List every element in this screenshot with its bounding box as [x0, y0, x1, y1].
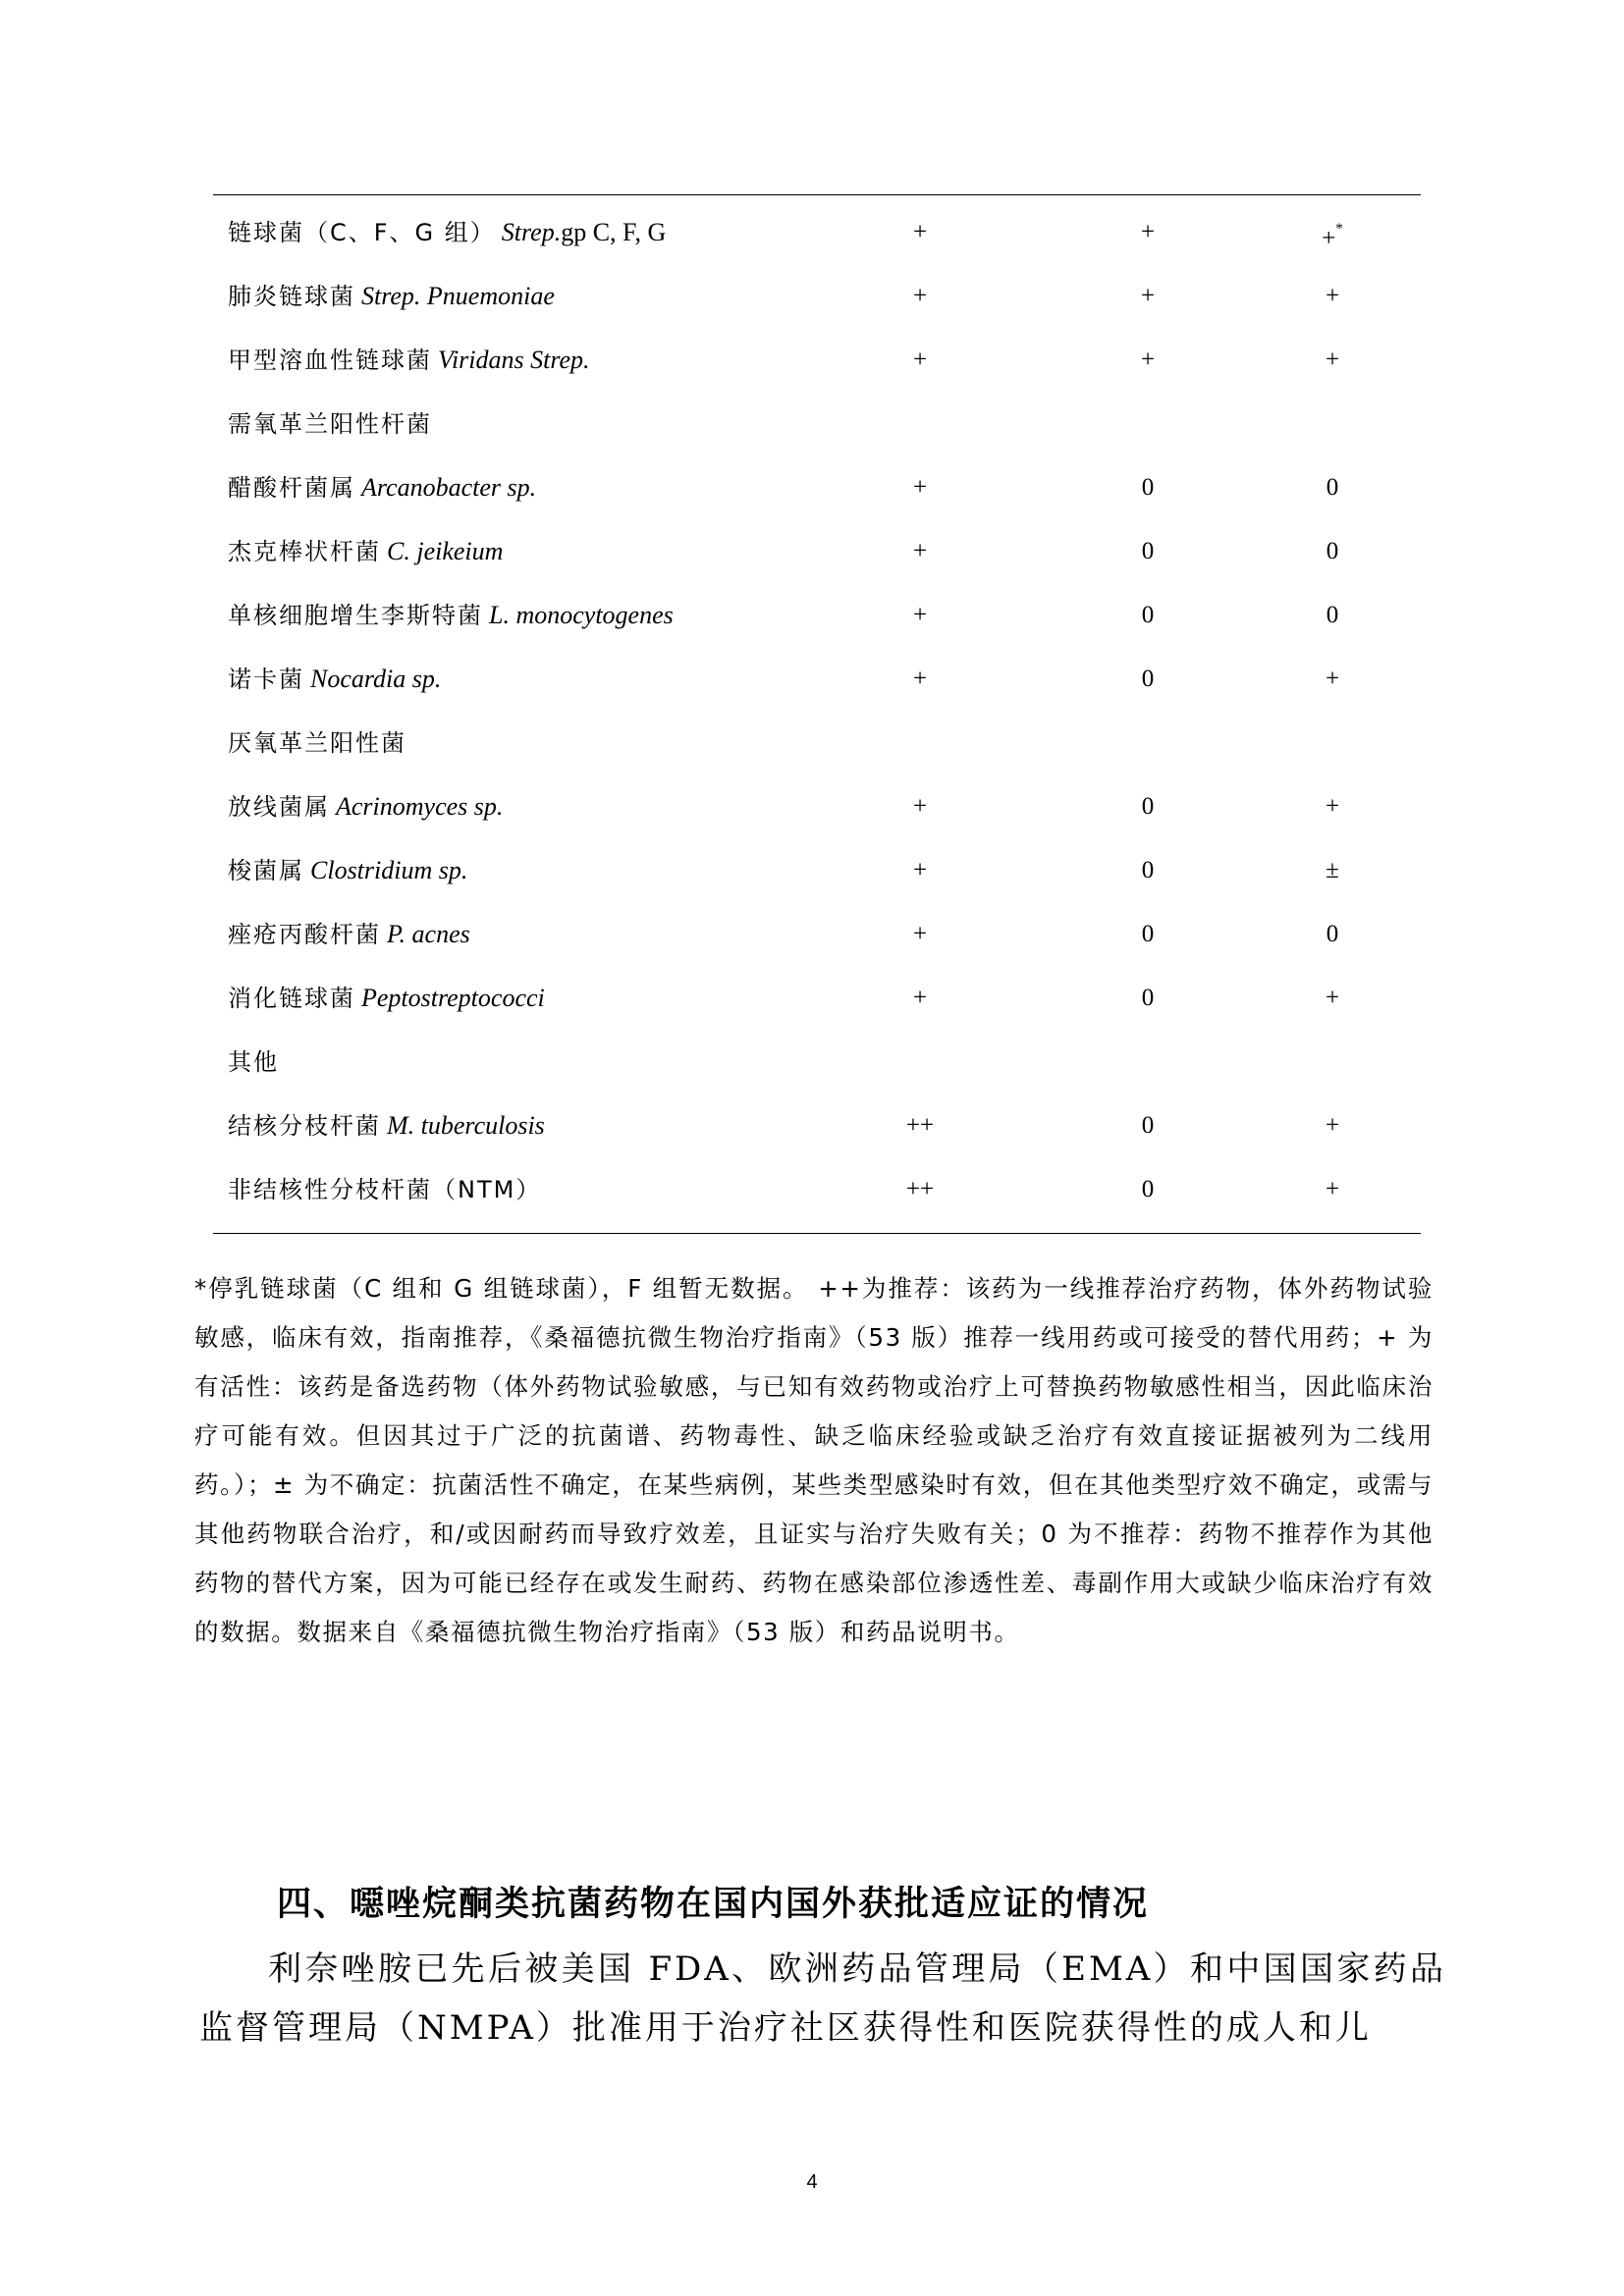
- footnote-marker: *: [1335, 221, 1343, 237]
- rating-value: +: [912, 219, 928, 245]
- rating-value: ++: [905, 1176, 935, 1202]
- rating-value: 0: [1326, 538, 1339, 564]
- rating-cell-v1: [881, 1175, 959, 1204]
- organism-name: [228, 473, 536, 503]
- table-row: [213, 711, 1421, 774]
- rating-cell-v2: [1109, 473, 1187, 503]
- rating-cell-v3: [1293, 218, 1372, 253]
- organism-name-latin: Peptostreptococci: [361, 984, 545, 1012]
- rating-cell-v2: [1109, 282, 1187, 311]
- rating-value: 0: [1141, 1176, 1155, 1202]
- rating-cell-v2: [1109, 601, 1187, 630]
- rating-value: +: [912, 793, 928, 820]
- organism-name-zh: 痤疮丙酸杆菌: [228, 921, 381, 948]
- rating-value: +: [912, 538, 928, 564]
- rating-value: +: [1325, 666, 1340, 692]
- organism-name: [228, 1047, 279, 1077]
- table-row: [213, 264, 1421, 328]
- rating-cell-v1: [881, 282, 959, 311]
- rating-cell-v1: [881, 537, 959, 566]
- rating-value: 0: [1141, 857, 1155, 883]
- rating-cell-v1: [881, 346, 959, 375]
- organism-name-latin: M. tuberculosis: [387, 1111, 545, 1140]
- rating-cell-v1: [881, 665, 959, 694]
- rating-cell-v3: [1293, 856, 1372, 885]
- rating-cell-v1: [881, 856, 959, 885]
- table-row: [213, 774, 1421, 838]
- rating-value: 0: [1141, 793, 1155, 820]
- rating-cell-v1: [881, 601, 959, 630]
- rating-cell-v3: [1293, 537, 1372, 566]
- organism-name-latin: P. acnes: [387, 920, 470, 948]
- organism-name: [228, 920, 470, 949]
- organism-name: [228, 537, 503, 566]
- rating-value: +: [1325, 347, 1340, 373]
- rating-value: +: [1325, 283, 1340, 309]
- rating-value: +: [1325, 793, 1340, 820]
- organism-name-latin: Acrinomyces sp.: [336, 792, 504, 821]
- rating-value: 0: [1326, 602, 1339, 628]
- rating-value: 0: [1141, 602, 1155, 628]
- rating-cell-v1: [881, 1111, 959, 1141]
- organism-name-latin: Arcanobacter sp.: [361, 473, 537, 502]
- rating-value: +: [1140, 283, 1156, 309]
- organism-name: [228, 728, 406, 758]
- rating-cell-v2: [1109, 537, 1187, 566]
- rating-value: +: [912, 921, 928, 947]
- organism-name: [228, 792, 503, 822]
- rating-cell-v2: [1109, 984, 1187, 1013]
- rating-value: +: [912, 985, 928, 1011]
- organism-name-zh: 梭菌属: [228, 857, 304, 884]
- organism-name: [228, 218, 666, 247]
- organism-name-latin: Viridans Strep.: [438, 346, 590, 374]
- organism-name: [228, 282, 555, 311]
- table-row: [213, 583, 1421, 647]
- organism-name-zh: 非结核性分枝杆菌（NTM）: [228, 1176, 542, 1203]
- table-row: [213, 647, 1421, 711]
- rating-cell-v2: [1109, 856, 1187, 885]
- organism-name: [228, 1111, 545, 1141]
- organism-name: [228, 1175, 541, 1204]
- rating-cell-v3: [1293, 1175, 1372, 1204]
- rating-cell-v2: [1109, 792, 1187, 822]
- rating-value: 0: [1141, 1112, 1155, 1139]
- rating-cell-v3: [1293, 984, 1372, 1013]
- rating-value: +: [1325, 1112, 1340, 1139]
- table-row: [213, 392, 1421, 455]
- rating-value: 0: [1326, 921, 1339, 947]
- table-body: [213, 195, 1421, 1221]
- table-row: [213, 902, 1421, 966]
- rating-value: +: [1140, 219, 1156, 245]
- rating-value: 0: [1326, 474, 1339, 501]
- organism-name: [228, 601, 674, 630]
- rating-value: +: [912, 666, 928, 692]
- rating-value: +: [912, 347, 928, 373]
- table-row: [213, 328, 1421, 392]
- organism-name-zh: 结核分枝杆菌: [228, 1112, 381, 1140]
- rating-value: ++: [905, 1112, 935, 1139]
- rating-value: 0: [1141, 921, 1155, 947]
- rating-value: 0: [1141, 538, 1155, 564]
- rating-cell-v3: [1293, 792, 1372, 822]
- rating-cell-v1: [881, 920, 959, 949]
- organism-name-zh: 单核细胞增生李斯特菌: [228, 602, 483, 629]
- organism-name: [228, 856, 467, 885]
- rating-value: +: [1140, 347, 1156, 373]
- rating-value: +: [1322, 225, 1336, 252]
- rating-value: +: [912, 283, 928, 309]
- organism-name-zh: 醋酸杆菌属: [228, 474, 355, 502]
- table-row: [213, 966, 1421, 1030]
- organism-name: [228, 665, 441, 694]
- rating-cell-v3: [1293, 920, 1372, 949]
- table-bottom-rule: [213, 1233, 1421, 1234]
- page-number: 4: [806, 2171, 818, 2193]
- rating-value: +: [912, 602, 928, 628]
- organism-name-zh: 肺炎链球菌: [228, 283, 355, 310]
- rating-cell-v2: [1109, 218, 1187, 247]
- organism-name: [228, 346, 590, 375]
- rating-value: +: [912, 474, 928, 501]
- organism-name-zh: 链球菌（C、F、G 组）: [228, 219, 496, 246]
- rating-cell-v2: [1109, 1111, 1187, 1141]
- rating-cell-v1: [881, 984, 959, 1013]
- organism-name-latin: Strep. Pnuemoniae: [361, 282, 555, 310]
- rating-value: +: [1325, 985, 1340, 1011]
- rating-cell-v3: [1293, 601, 1372, 630]
- table-row: [213, 838, 1421, 902]
- table-row: [213, 1094, 1421, 1157]
- organism-name: [228, 984, 545, 1013]
- section-heading: 四、噁唑烷酮类抗菌药物在国内国外获批适应证的情况: [277, 1885, 1150, 1924]
- rating-cell-v3: [1293, 282, 1372, 311]
- organism-name-zh: 厌氧革兰阳性菌: [228, 729, 406, 757]
- susceptibility-table: [213, 194, 1421, 1234]
- rating-cell-v3: [1293, 346, 1372, 375]
- rating-cell-v3: [1293, 1111, 1372, 1141]
- organism-name-latin: Strep.: [501, 218, 562, 246]
- organism-name-latin: C. jeikeium: [387, 537, 504, 565]
- rating-cell-v2: [1109, 665, 1187, 694]
- rating-cell-v1: [881, 792, 959, 822]
- rating-cell-v2: [1109, 346, 1187, 375]
- rating-value: ±: [1326, 857, 1339, 883]
- organism-name-latin: Nocardia sp.: [310, 665, 442, 693]
- rating-cell-v1: [881, 473, 959, 503]
- rating-cell-v1: [881, 218, 959, 247]
- organism-name-zh: 放线菌属: [228, 793, 330, 821]
- section-paragraph: 利奈唑胺已先后被美国 FDA、欧洲药品管理局（EMA）和中国国家药品监督管理局（NMPA）批准用于治疗社区获得性和医院获得性的成人和儿: [199, 1949, 1446, 2048]
- organism-name-zh: 其他: [228, 1048, 279, 1076]
- organism-name-zh: 甲型溶血性链球菌: [228, 347, 432, 374]
- table-row: [213, 519, 1421, 583]
- rating-value: 0: [1141, 985, 1155, 1011]
- organism-name: [228, 409, 432, 439]
- rating-value: 0: [1141, 666, 1155, 692]
- rating-cell-v3: [1293, 473, 1372, 503]
- rating-cell-v2: [1109, 920, 1187, 949]
- table-row: [213, 1157, 1421, 1221]
- organism-name-zh: 诺卡菌: [228, 666, 304, 693]
- rating-cell-v3: [1293, 665, 1372, 694]
- organism-name-latin: L. monocytogenes: [489, 601, 674, 629]
- rating-cell-v2: [1109, 1175, 1187, 1204]
- table-row: [213, 455, 1421, 519]
- table-row: [213, 200, 1421, 264]
- table-footnote: *停乳链球菌（C 组和 G 组链球菌），F 组暂无数据。 ++为推荐：该药为一线推荐治疗药物，体外药物试验敏感，临床有效，指南推荐，《桑福德抗微生物治疗指南》（53 版）推荐一线用药或可接受的替代用药；+ 为有活性：该药是备选药物（体外药物试验敏感，与已知有效药物或治疗上可替换药物敏感性相当，因此临床治疗可能有效。但因其过于广泛的抗菌谱、药物毒性、缺乏临床经验或缺乏治疗有效直接证据被列为二线用药。）；± 为不确定：抗菌活性不确定，在某些病例，某些类型感染时有效，但在其他类型疗效不确定，或需与其他药物联合治疗，和/或因耐药而导致疗效差，且证实与治疗失败有关；0 为不推荐：药物不推荐作为其他药物的替代方案，因为可能已经存在或发生耐药、药物在感染部位渗透性差、毒副作用大或缺少临床治疗有效的数据。数据来自《桑福德抗微生物治疗指南》（53 版）和药品说明书。: [194, 1274, 1434, 1646]
- organism-name-zh: 需氧革兰阳性杆菌: [228, 410, 432, 438]
- rating-value: +: [1325, 1176, 1340, 1202]
- organism-name-zh: 消化链球菌: [228, 985, 355, 1012]
- table-row: [213, 1030, 1421, 1094]
- rating-value: +: [912, 857, 928, 883]
- rating-value: 0: [1141, 474, 1155, 501]
- organism-name-latin: Clostridium sp.: [310, 856, 468, 884]
- organism-name-zh: 杰克棒状杆菌: [228, 538, 381, 565]
- organism-name-group: gp C, F, G: [561, 218, 667, 246]
